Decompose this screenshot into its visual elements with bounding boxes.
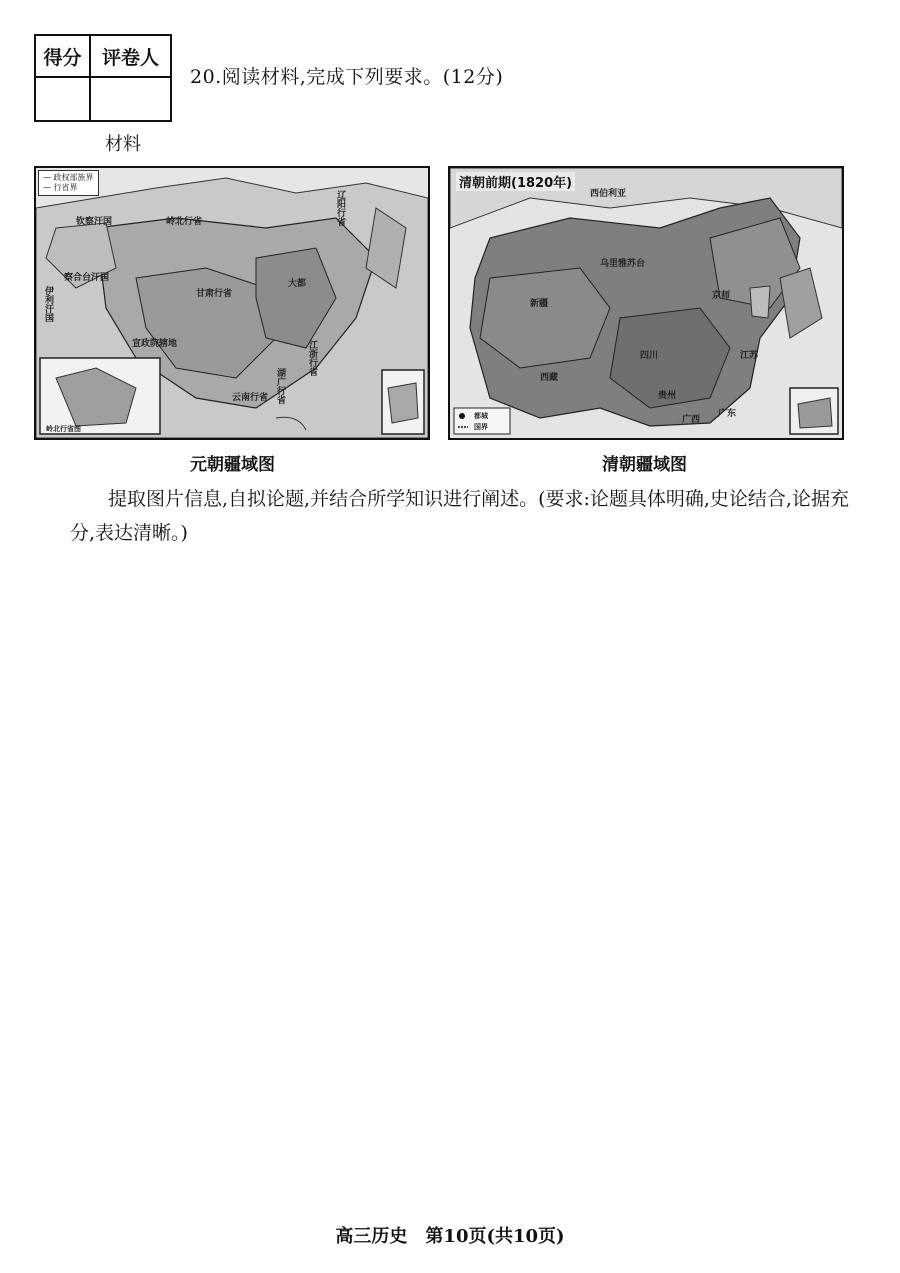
yuan-map-caption: 元朝疆域图 [190,455,275,475]
page-footer: 高三历史 第10页(共10页) [335,1226,565,1247]
qing-label-uliastai: 乌里雅苏台 [600,259,646,269]
score-table [34,34,172,122]
qing-legend-border: 国界 [474,423,488,431]
yuan-label-lingbei: 岭北行省 [166,217,203,227]
yuan-label-gansu: 甘肃行省 [196,289,233,299]
yuan-label-qincha: 钦察汗国 [76,217,113,227]
yuan-label-chahetai: 察合台汗国 [64,273,110,283]
grader-header: 评卷人 [90,35,171,77]
yuan-legend-item-1: — 政权部族界 [43,173,94,182]
qing-map-drawing [450,168,842,438]
yuan-label-liaoyang: 辽阳行省 [335,190,345,226]
qing-label-guangdong: 广东 [718,409,737,419]
yuan-label-dadu: 大都 [288,279,307,289]
yuan-label-yili: 伊利汗国 [43,286,53,322]
yuan-label-yunnan: 云南行省 [232,393,269,403]
qing-legend-capital: 都城 [474,412,488,420]
qing-label-jiangsu: 江苏 [740,351,759,361]
yuan-map [34,166,430,440]
qing-label-jingshi: 京师 [712,291,731,301]
qing-label-xinjiang: 新疆 [530,299,549,309]
question-prompt: 提取图片信息,自拟论题,并结合所学知识进行阐述。(要求:论题具体明确,史论结合,论据充分,表达清晰。) [70,488,849,544]
score-header: 得分 [35,35,90,77]
yuan-label-inset: 岭北行省图 [46,425,81,433]
qing-label-siberia: 西伯利亚 [590,189,627,199]
qing-label-guangxi: 广西 [682,415,701,425]
qing-map-title: 清朝前期(1820年) [456,172,575,191]
question-title: 20.阅读材料,完成下列要求。(12分) [190,66,504,88]
score-cell [35,77,90,121]
qing-map [448,166,844,440]
qing-label-guizhou: 贵州 [658,391,677,401]
qing-label-xizang: 西藏 [540,373,559,383]
grader-cell [90,77,171,121]
yuan-legend-item-2: — 行省界 [43,183,78,192]
qing-map-caption: 清朝疆域图 [602,455,687,475]
yuan-legend [38,170,99,196]
yuan-label-jiangzhe: 江浙行省 [307,340,317,376]
material-label: 材料 [105,134,141,155]
qing-label-sichuan: 四川 [640,351,659,361]
yuan-label-xuanzheng: 宣政院辖地 [132,339,178,349]
yuan-label-huguang: 湖广行省 [275,368,285,404]
